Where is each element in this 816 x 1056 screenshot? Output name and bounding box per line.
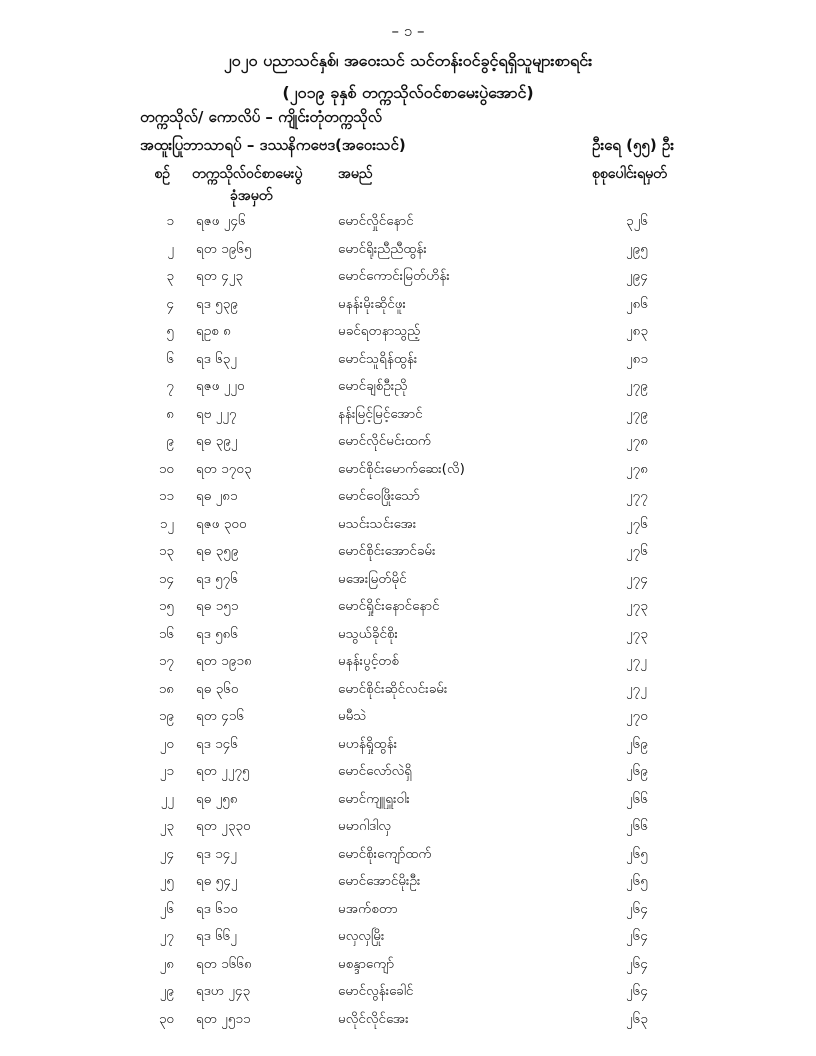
student-name: မောင်ရိုးညီညီထွန်း (338, 240, 427, 257)
roll-number: ရတ ၂၃၃၀ (196, 818, 251, 834)
student-name: မောင်အောင်မိုးဦး (338, 873, 421, 889)
total-count: ဦးရေ (၅၅) ဦး (592, 136, 675, 154)
row-number: ၂၇ (159, 928, 174, 944)
student-name: မမီသဲ (338, 708, 367, 724)
row-number: ၂၈ (159, 955, 174, 972)
roll-number: ရဓ ၃၆၀ (196, 680, 239, 697)
table-row (0, 456, 816, 484)
row-number: ၁၃ (158, 543, 174, 559)
total-marks: ၂၆၄ (626, 928, 648, 944)
student-name: မသွယ်ခိုင်စိုး (338, 625, 398, 642)
table-row (0, 263, 816, 291)
roll-number: ရဇဖ ၂၄၆ (196, 213, 246, 229)
student-name: မလှလှမြိုး (338, 928, 385, 944)
table-row (0, 786, 816, 814)
roll-number: ရတ ၁၉၆၅ (196, 240, 252, 257)
total-marks: ၂၆၆ (626, 818, 648, 834)
document-subtitle: (၂၀၁၉ ခုနှစ် တက္ကသိုလ်ဝင်စာမေးပွဲအောင်) (282, 83, 534, 102)
total-marks: ၂၇၆ (626, 543, 648, 559)
total-marks: ၂၇၉ (626, 405, 648, 422)
row-number: ၉ (166, 433, 174, 449)
roll-number: ရဒ ၅၇၆ (196, 570, 238, 587)
roll-number: ရဓ ၁၅၁ (196, 598, 239, 614)
student-name: မောင်လွန်းခေါင် (338, 983, 414, 999)
roll-number: ရဥစ ၈ (196, 323, 231, 339)
student-name: မနန်းပွင့်တစ် (338, 653, 400, 669)
table-row (0, 401, 816, 429)
table-row (0, 1006, 816, 1034)
row-number: ၁၁ (158, 488, 174, 504)
table-row (0, 373, 816, 401)
roll-number: ရဇဖ ၃၀၀ (196, 515, 247, 532)
row-number: ၂၁ (159, 763, 174, 779)
table-row (0, 951, 816, 979)
total-marks: ၂၇၄ (626, 570, 648, 587)
table-row (0, 896, 816, 924)
total-marks: ၂၇၃ (626, 625, 648, 642)
total-marks: ၂၆၅ (626, 873, 648, 889)
row-number: ၃ (166, 268, 174, 284)
header-roll-number: တက္ကသိုလ်ဝင်စာမေးပွဲ (192, 166, 303, 182)
row-number: ၆ (166, 350, 174, 367)
row-number: ၁၀ (158, 460, 174, 477)
table-row (0, 566, 816, 594)
table-row (0, 483, 816, 511)
student-name: မောင်သူရိန်ထွန်း (338, 350, 418, 367)
document-title: ၂၀၂၀ ပညာသင်နှစ်၊ အဝေးသင် သင်တန်းဝင်ခွင့်ရရှိသူများစာရင်း (223, 51, 593, 70)
student-name: မခင်ရတနာသွည့် (338, 323, 421, 339)
total-marks: ၂၉၅ (626, 240, 648, 257)
table-row (0, 291, 816, 319)
roll-number: ရတ ၄၁၆ (196, 708, 244, 724)
roll-number: ရတ ၂၅၁၁ (196, 1010, 251, 1027)
student-name: မောင်ကျူရှူးဝါး (338, 790, 410, 807)
student-name: မောင်လော်လဲရှိ (338, 763, 413, 779)
student-name: မောင်ရှိုင်းနောင်နောင် (338, 598, 440, 614)
student-name: မသင်းသင်းအေး (338, 515, 417, 532)
table-row (0, 593, 816, 621)
header-name: အမည် (338, 166, 373, 182)
results-table (0, 208, 816, 1033)
total-marks: ၂၈၆ (626, 295, 648, 312)
roll-number: ရဇဖ ၂၂၀ (196, 378, 245, 394)
roll-number: ရတ ၂၂၇၅ (196, 763, 250, 779)
university-line: တက္ကသိုလ်/ ကောလိပ် – ကျိုင်းတုံတက္ကသိုလ် (140, 108, 382, 126)
student-name: မောင်စိုးကျော်ထက် (338, 845, 432, 862)
student-name: မနန်းမိုးဆိုင်ဖူး (338, 295, 406, 312)
total-marks: ၂၈၁ (626, 350, 648, 367)
roll-number: ရဒ ၅၃၉ (196, 295, 238, 312)
total-marks: ၂၇၀ (626, 708, 648, 724)
roll-number: ရဒ ၆၃၂ (196, 350, 237, 367)
table-row (0, 511, 816, 539)
student-name: မောင်ကောင်းမြတ်ဟိန်း (338, 268, 450, 284)
table-row (0, 676, 816, 704)
student-name: မောင်လှိုင်နောင် (338, 213, 414, 229)
page-number: – ၁ – (391, 22, 425, 40)
table-row (0, 428, 816, 456)
table-row (0, 813, 816, 841)
total-marks: ၂၆၃ (626, 1010, 648, 1027)
total-marks: ၂၇၈ (626, 460, 648, 477)
roll-number: ရဒ ၆၁၀ (196, 900, 238, 917)
total-marks: ၂၆၄ (626, 900, 648, 917)
roll-number: ရတ ၁၆၆၈ (196, 955, 252, 972)
row-number: ၂၃ (159, 818, 174, 834)
row-number: ၁၂ (159, 515, 174, 532)
total-marks: ၂၆၉ (626, 735, 648, 752)
total-marks: ၂၉၄ (626, 268, 648, 284)
roll-number: ရဓ ၅၄၂ (196, 873, 238, 889)
student-name: မောင်စိုင်းအောင်ခမ်း (338, 543, 436, 559)
row-number: ၁၄ (158, 570, 174, 587)
roll-number: ရဓ ၂၅၈ (196, 790, 238, 807)
student-name: မမာဂါဒါလှ (338, 818, 392, 834)
total-marks: ၂၇၉ (626, 378, 648, 394)
table-row (0, 978, 816, 1006)
student-name: မောင်ချစ်ဦးညို (338, 378, 408, 394)
total-marks: ၂၇၇ (626, 488, 648, 504)
total-marks: ၂၇၃ (626, 598, 648, 614)
row-number: ၂၂ (160, 790, 174, 807)
roll-number: ရဒ ၅၈၆ (196, 625, 238, 642)
roll-number: ရတ ၄၂၃ (196, 268, 244, 284)
row-number: ၁၆ (158, 625, 174, 642)
row-number: ၁၉ (158, 708, 174, 724)
table-row (0, 318, 816, 346)
student-name: မောင်စိုင်းဆိုင်လင်းခမ်း (338, 680, 448, 697)
roll-number: ရဒ ၁၄၂ (196, 845, 237, 862)
row-number: ၄ (166, 295, 174, 312)
row-number: ၇ (166, 378, 174, 394)
total-marks: ၂၇၂ (626, 680, 647, 697)
student-name: မစန္ဒာကျော် (338, 955, 395, 972)
total-marks: ၂၆၆ (626, 790, 648, 807)
roll-number: ရဒဟ ၂၄၃ (196, 983, 251, 999)
total-marks: ၂၈၃ (626, 323, 648, 339)
header-no: စဉ် (154, 166, 170, 182)
roll-number: ရဗ ၂၂၇ (196, 405, 237, 422)
row-number: ၁၈ (158, 680, 174, 697)
table-row (0, 841, 816, 869)
student-name: မောင်လိုင်မင်းထက် (338, 433, 432, 449)
row-number: ၁၇ (158, 653, 174, 669)
row-number: ၂၀ (159, 735, 174, 752)
student-name: မောင်စိုင်းမောက်ဆေး(လိ) (338, 460, 465, 477)
table-row (0, 346, 816, 374)
roll-number: ရဒ ၁၄၆ (196, 735, 238, 752)
roll-number: ရတ ၁၉၁၈ (196, 653, 252, 669)
roll-number: ရဒ ၆၆၂ (196, 928, 237, 944)
roll-number: ရဓ ၃၉၂ (196, 433, 238, 449)
major-subject-line: အထူးပြုဘာသာရပ် – ဒဿနိကဗေဒ(အဝေးသင်) (140, 136, 406, 154)
roll-number: ရဓ ၃၅၉ (196, 543, 239, 559)
student-name: မောင်ဝေဖြိုးသော် (338, 488, 420, 504)
header-roll-number-line2: ခုံအမှတ် (230, 188, 273, 204)
table-row (0, 731, 816, 759)
total-marks: ၂၆၄ (626, 955, 648, 972)
row-number: ၈ (166, 405, 174, 422)
row-number: ၁ (166, 213, 174, 229)
table-row (0, 758, 816, 786)
roll-number: ရဓ ၂၈၁ (196, 488, 238, 504)
table-row (0, 703, 816, 731)
table-row (0, 208, 816, 236)
total-marks: ၂၆၉ (626, 763, 648, 779)
total-marks: ၂၆၅ (626, 845, 648, 862)
row-number: ၂၅ (159, 873, 174, 889)
total-marks: ၂၆၄ (626, 983, 648, 999)
student-name: မအေးမြတ်မိုင် (338, 570, 407, 587)
student-name: နန်းမြင့်မြင့်အောင် (338, 405, 423, 422)
row-number: ၁၅ (158, 598, 174, 614)
table-row (0, 868, 816, 896)
row-number: ၅ (166, 323, 174, 339)
total-marks: ၂၇၈ (626, 433, 648, 449)
total-marks: ၃၂၆ (626, 213, 648, 229)
table-row (0, 648, 816, 676)
student-name: မဟန်ရှိုထွန်း (338, 735, 398, 752)
total-marks: ၂၇၂ (626, 653, 647, 669)
header-total-marks: စုစုပေါင်းရမှတ် (592, 166, 667, 182)
table-row (0, 538, 816, 566)
row-number: ၂၄ (159, 845, 174, 862)
total-marks: ၂၇၆ (626, 515, 648, 532)
table-row (0, 923, 816, 951)
student-name: မလိုင်လိုင်အေး (338, 1010, 409, 1027)
row-number: ၂ (167, 240, 174, 257)
row-number: ၃၀ (158, 1010, 174, 1027)
roll-number: ရတ ၁၇၀၃ (196, 460, 252, 477)
table-row (0, 621, 816, 649)
student-name: မအက်စတာ (338, 900, 398, 917)
row-number: ၂၉ (159, 983, 174, 999)
table-row (0, 236, 816, 264)
row-number: ၂၆ (159, 900, 174, 917)
